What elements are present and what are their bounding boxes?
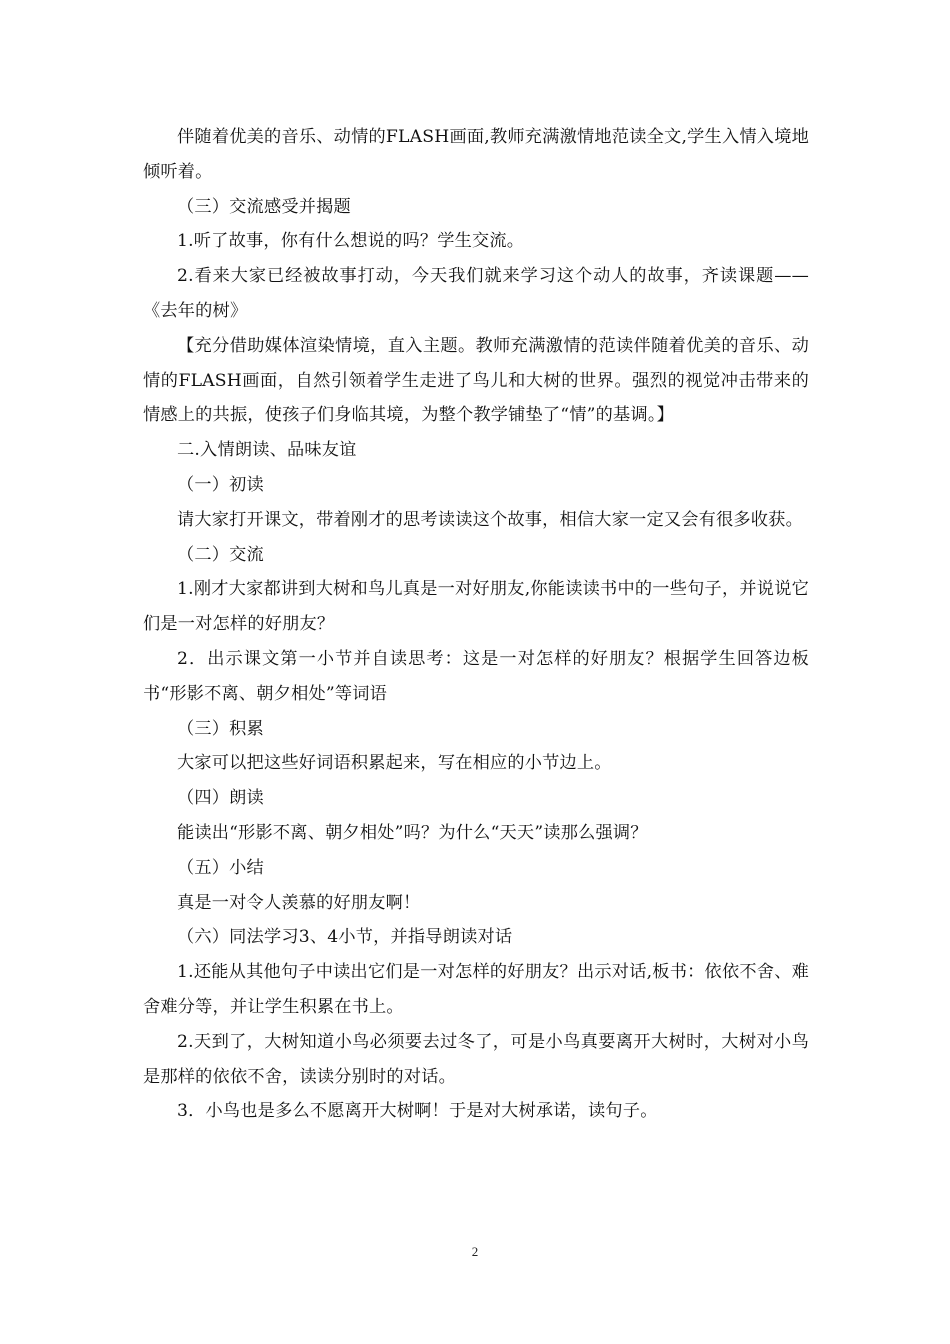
paragraph-item-2: 2.看来大家已经被故事打动，今天我们就来学习这个动人的故事，齐读课题——《去年的树》 — [143, 266, 809, 321]
paragraph-same-method-2: 2.天到了，大树知道小鸟必须要去过冬了，可是小鸟真要离开大树时，大树对小鸟是那样的依依不舍，读读分别时的对话。 — [143, 1031, 809, 1087]
subheading-first-reading: （一）初读 — [177, 474, 264, 495]
paragraph-same-method-1: 1.还能从其他句子中读出它们是一对怎样的好朋友？出示对话,板书：依依不舍、难舍难分等，并让学生积累在书上。 — [143, 962, 809, 1017]
subheading-same-method: （六）同法学习3、4小节，并指导朗读对话 — [177, 927, 513, 948]
paragraph-summary: 真是一对令人羡慕的好朋友啊！ — [177, 892, 421, 913]
subheading-summary: （五）小结 — [177, 857, 264, 878]
document-body — [143, 120, 809, 1129]
paragraph-same-method-3: 3．小鸟也是多么不愿离开大树啊！于是对大树承诺，读句子。 — [177, 1101, 658, 1122]
subheading-accumulate: （三）积累 — [177, 718, 264, 739]
paragraph-comment: 【充分借助媒体渲染情境，直入主题。教师充满激情的范读伴随着优美的音乐、动情的FLASH画面，自然引领着学生走进了鸟儿和大树的世界。强烈的视觉冲击带来的情感上的共振，使孩子们身临其境，为整个教学铺垫了“情”的基调。】 — [143, 335, 809, 426]
subheading-read-aloud: （四）朗读 — [177, 788, 264, 809]
paragraph-discussion-2: 2．出示课文第一小节并自读思考：这是一对怎样的好朋友？根据学生回答边板书“形影不离、朝夕相处”等词语 — [143, 648, 809, 704]
section-heading-part-two: 二.入情朗读、品味友谊 — [177, 440, 357, 461]
paragraph-read-aloud: 能读出“形影不离、朝夕相处”吗？为什么“天天”读那么强调？ — [177, 822, 648, 843]
paragraph-discussion-1: 1.刚才大家都讲到大树和鸟儿真是一对好朋友,你能读读书中的一些句子，并说说它们是一对怎样的好朋友？ — [143, 579, 809, 635]
section-heading-exchange: （三）交流感受并揭题 — [177, 196, 351, 217]
paragraph-first-reading: 请大家打开课文，带着刚才的思考读读这个故事，相信大家一定又会有很多收获。 — [177, 509, 803, 530]
page-number: 2 — [471, 1244, 479, 1259]
paragraph-item-1: 1.听了故事，你有什么想说的吗？学生交流。 — [177, 231, 525, 252]
subheading-discussion: （二）交流 — [177, 544, 264, 565]
paragraph-reading-intro: 伴随着优美的音乐、动情的FLASH画面,教师充满激情地范读全文,学生入情入境地倾听着。 — [143, 127, 809, 182]
paragraph-accumulate: 大家可以把这些好词语积累起来，写在相应的小节边上。 — [177, 753, 612, 774]
